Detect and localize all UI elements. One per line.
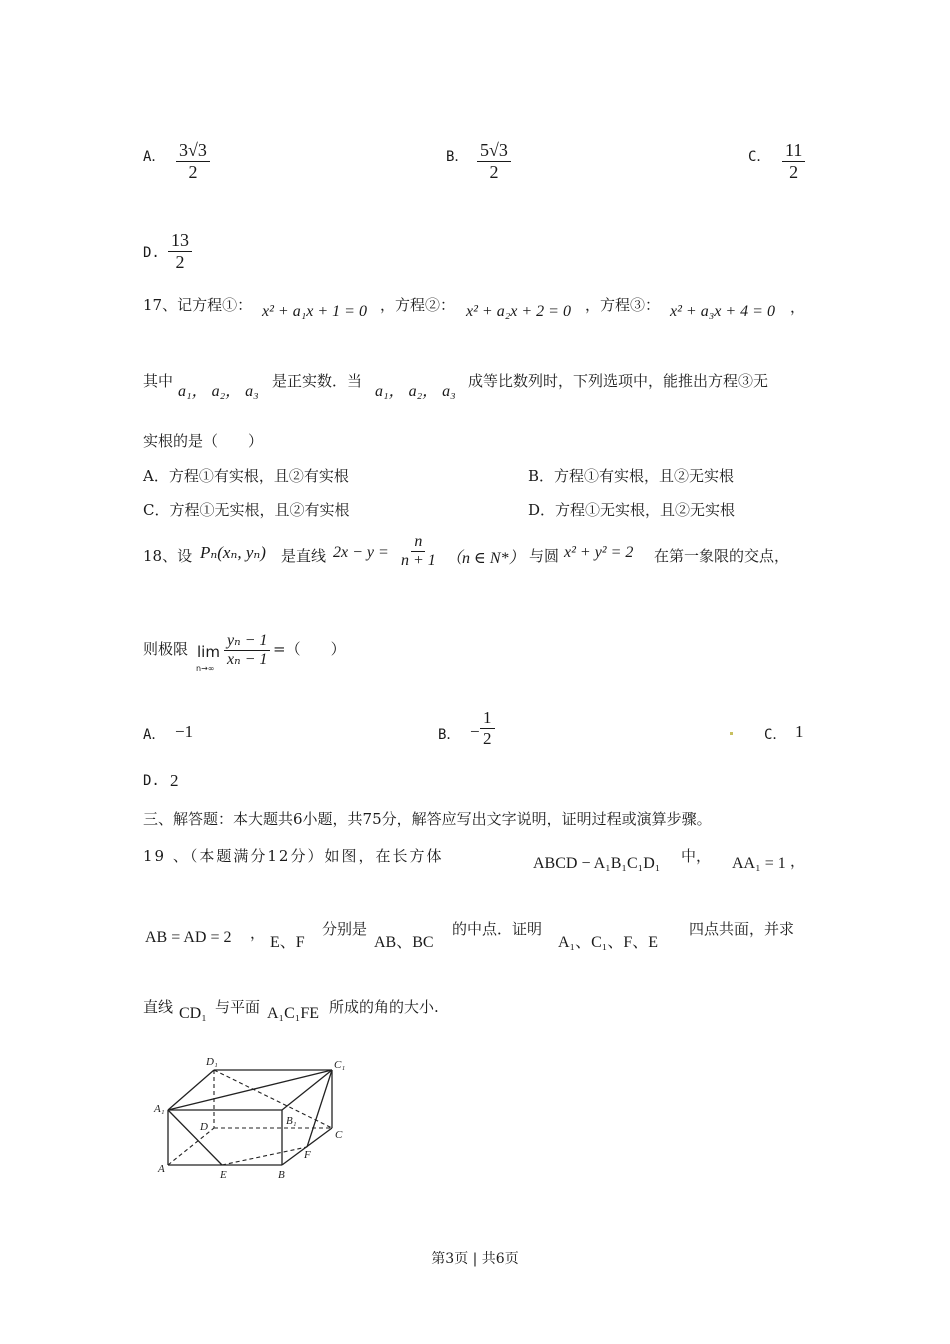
label-f: F (304, 1149, 311, 1161)
q18-option-d-label: D. (143, 773, 160, 789)
label-a: A (158, 1163, 165, 1175)
q18-text2: 与圆 (529, 547, 560, 565)
option-b-label: B． (446, 149, 469, 165)
q19-ab-bc: AB、BC (374, 934, 434, 951)
q17-option-b: B．方程①有实根，且②无实根 (528, 467, 735, 485)
q17-option-a: A．方程①有实根，且②有实根 (143, 467, 349, 485)
q18-option-b-fraction: $\frac{1}{2}$ (480, 708, 495, 748)
q18-line-eq: 2x − y = (333, 544, 389, 561)
q18-point: Pₙ(xₙ, yₙ) (200, 543, 266, 562)
q19-box: ABCD − A₁B₁C₁D₁ (533, 855, 661, 872)
q17-mid2: ，方程③： (585, 296, 661, 314)
q17-line2-a: 其中 (143, 372, 174, 390)
q19-l2-d: 四点共面，并求 (689, 920, 795, 938)
q17-line2-b: 是正实数．当 (272, 372, 363, 390)
q17-eq3: x² + a₃x + 4 = 0 (670, 303, 775, 320)
q19-ab-ad: AB = AD = 2 (145, 929, 232, 946)
q17-eq1: x² + a₁x + 1 = 0 (262, 303, 367, 320)
q18-option-c-value: 1 (795, 722, 804, 741)
q18-option-d-value: 2 (170, 771, 179, 790)
q19-plane: A₁C₁FE (267, 1005, 320, 1022)
q18-condition: （n ∈ N*） (446, 550, 525, 567)
q17-mid1: ，方程②： (380, 296, 456, 314)
q17-option-c: C．方程①无实根，且②有实根 (143, 501, 350, 519)
option-c-value: $\frac{11}{2}$ (782, 140, 805, 182)
q18-lead: 18、设 (143, 547, 193, 565)
option-d-label: D. (143, 245, 160, 261)
label-c1: C₁ (334, 1059, 346, 1071)
q19-l2-b: 分别是 (322, 920, 368, 938)
q18-circle-eq: x² + y² = 2 (564, 544, 634, 561)
q18-option-b-label: B． (438, 727, 461, 743)
q19-l2-a: ， (250, 924, 266, 942)
segment-c1-f (307, 1070, 332, 1147)
option-b-value: $\frac{5√3}{2}$ (477, 140, 511, 182)
q18-text1: 是直线 (281, 547, 327, 565)
option-d-value: $\frac{13}{2}$ (168, 230, 192, 272)
q19-e-f: E、F (270, 934, 305, 951)
q18-option-b-sign: − (470, 722, 480, 741)
q19-lead: 19 、（本题满分12分）如图，在长方体 (143, 847, 444, 865)
q18-option-a-label: A． (143, 727, 166, 743)
q17-line2-vars2: a₁， a₂， a₃ (375, 383, 456, 400)
q18-fraction: $\frac{n}{n + 1}$ (401, 533, 436, 570)
q17-option-d: D．方程①无实根，且②无实根 (528, 501, 736, 519)
stray-dot (730, 732, 733, 735)
label-d: D (200, 1121, 208, 1133)
segment-a1-e (168, 1110, 222, 1165)
q17-eq2: x² + a₂x + 2 = 0 (466, 303, 571, 320)
q18-limit-lead: 则极限 (143, 640, 189, 658)
q18-lim-end: =（ ） (273, 640, 346, 658)
label-b: B (278, 1169, 285, 1181)
q19-l3-a: 直线 (143, 998, 174, 1016)
section-3-heading: 三、解答题：本大题共6小题，共75分，解答应写出文字说明，证明过程或演算步骤。 (143, 810, 712, 828)
label-b1: B₁ (286, 1115, 297, 1127)
q19-zhong: 中， (681, 847, 712, 865)
option-c-label: C． (748, 149, 771, 165)
page-footer: 第3页 | 共6页 (431, 1251, 519, 1267)
q17-end: ， (790, 298, 806, 316)
label-e: E (220, 1169, 227, 1181)
option-a-label: A． (143, 149, 166, 165)
hidden-segment-d1-c (214, 1070, 332, 1128)
label-a1: A₁ (154, 1103, 165, 1115)
option-a-value: $\frac{3√3}{2}$ (176, 140, 210, 182)
q18-option-c-label: C． (764, 727, 787, 743)
q19-aa1: AA₁ = 1 (732, 855, 786, 872)
q18-lim: lim (197, 643, 220, 661)
q18-text3: 在第一象限的交点， (654, 547, 790, 565)
q17-line2-c: 成等比数列时，下列选项中，能推出方程③无 (468, 372, 769, 390)
q19-cd1: CD₁ (179, 1005, 207, 1022)
q17-line3: 实根的是（ ） (143, 432, 264, 450)
q17-line2-vars1: a₁， a₂， a₃ (178, 383, 259, 400)
q19-l3-c: 所成的角的大小. (329, 998, 439, 1016)
q19-points: A₁、C₁、F、E (558, 934, 659, 951)
q18-lim-sub: n→∞ (196, 664, 215, 673)
q18-lim-fraction: $\frac{\text{yₙ − 1}}{\text{xₙ − 1}}$ (224, 632, 270, 670)
q17-lead: 17、记方程①： (143, 296, 253, 314)
label-d1: D₁ (206, 1056, 218, 1068)
q19-l2-c: 的中点．证明 (452, 920, 543, 938)
q18-option-a-value: −1 (175, 722, 194, 741)
q19-comma: ， (790, 852, 806, 870)
box-figure (150, 1052, 360, 1184)
q19-l3-b: 与平面 (215, 998, 261, 1016)
label-c: C (335, 1129, 343, 1141)
